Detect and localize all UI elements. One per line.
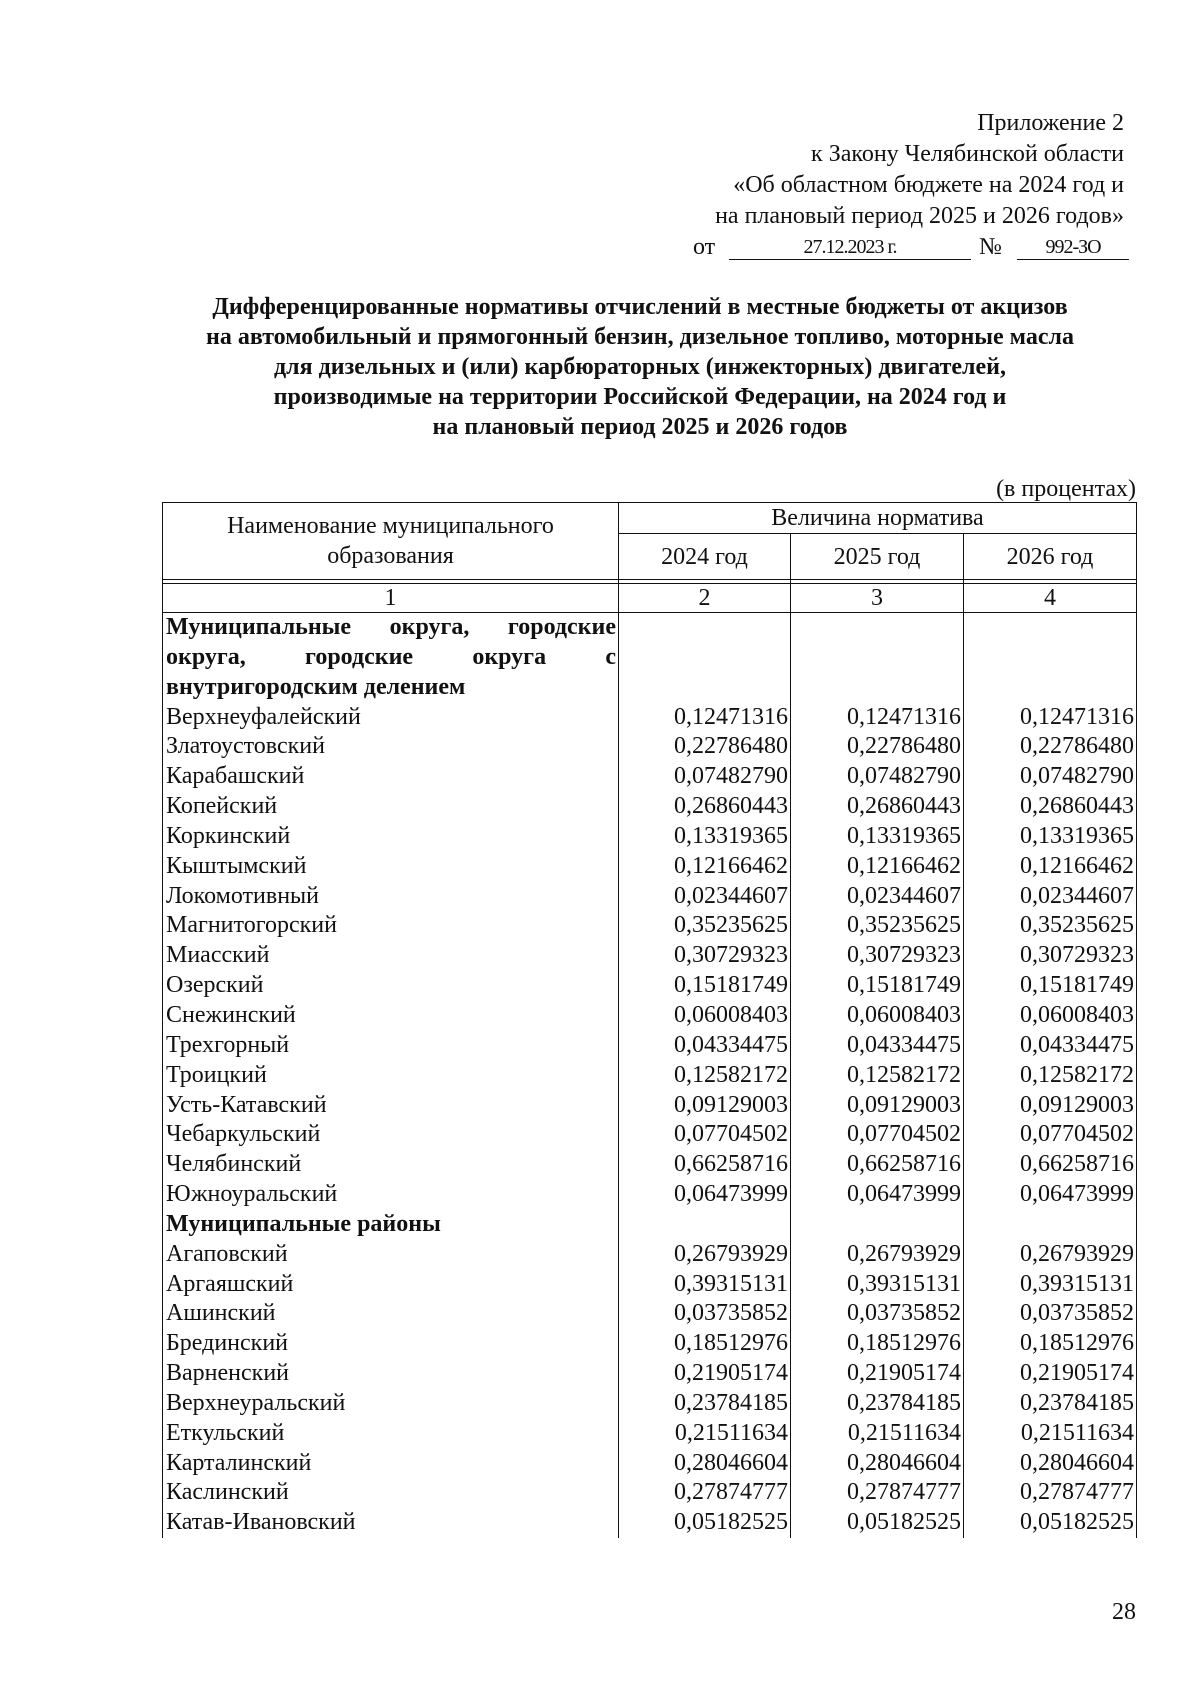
norm-value-2024: 0,12471316 bbox=[619, 703, 791, 733]
norm-value-2025: 0,12582172 bbox=[791, 1061, 964, 1091]
norm-value-2025: 0,27874777 bbox=[791, 1478, 964, 1508]
norm-value-2026: 0,12166462 bbox=[964, 852, 1137, 882]
table-row bbox=[163, 852, 1137, 882]
norm-value-2026: 0,66258716 bbox=[964, 1150, 1137, 1180]
norm-value-2026: 0,21905174 bbox=[964, 1359, 1137, 1389]
norm-value-2026: 0,27874777 bbox=[964, 1478, 1137, 1508]
header-year-2025: 2025 год bbox=[791, 534, 964, 580]
table-row bbox=[163, 941, 1137, 971]
header-norm-value: Величина норматива bbox=[619, 503, 1137, 534]
municipality-name: Брединский bbox=[163, 1329, 619, 1359]
norm-value-2026: 0,21511634 bbox=[964, 1419, 1137, 1449]
norm-value-2024: 0,30729323 bbox=[619, 941, 791, 971]
law-date: 27.12.2023 г. bbox=[729, 236, 971, 260]
column-number: 4 bbox=[964, 584, 1137, 613]
norm-value-2025: 0,15181749 bbox=[791, 971, 964, 1001]
norm-value-2024: 0,21905174 bbox=[619, 1359, 791, 1389]
norm-value-2024: 0,18512976 bbox=[619, 1329, 791, 1359]
norm-value-2026: 0,15181749 bbox=[964, 971, 1137, 1001]
norm-value-2026: 0,23784185 bbox=[964, 1389, 1137, 1419]
table-row bbox=[163, 1508, 1137, 1538]
column-number: 3 bbox=[791, 584, 964, 613]
column-number: 1 bbox=[163, 584, 619, 613]
table-row bbox=[163, 703, 1137, 733]
municipality-name: Копейский bbox=[163, 792, 619, 822]
law-date-number bbox=[693, 230, 1133, 262]
section-row bbox=[163, 613, 1137, 703]
norm-value-2024: 0,26793929 bbox=[619, 1240, 791, 1270]
table-row bbox=[163, 732, 1137, 762]
norm-value-2025: 0,12166462 bbox=[791, 852, 964, 882]
norm-value-2025: 0,39315131 bbox=[791, 1270, 964, 1300]
norm-value-2026: 0,12471316 bbox=[964, 703, 1137, 733]
table-row bbox=[163, 792, 1137, 822]
norm-value-2024: 0,06473999 bbox=[619, 1180, 791, 1210]
table-row bbox=[163, 1389, 1137, 1419]
municipality-name: Миасский bbox=[163, 941, 619, 971]
municipality-name: Локомотивный bbox=[163, 882, 619, 912]
norm-value-2024: 0,26860443 bbox=[619, 792, 791, 822]
municipality-name: Каслинский bbox=[163, 1478, 619, 1508]
municipality-name: Коркинский bbox=[163, 822, 619, 852]
norm-value-2026: 0,30729323 bbox=[964, 941, 1137, 971]
norm-value-2025: 0,06008403 bbox=[791, 1001, 964, 1031]
table-row bbox=[163, 1150, 1137, 1180]
norm-value-2025: 0,07482790 bbox=[791, 762, 964, 792]
norm-value-2025: 0,21511634 bbox=[791, 1419, 964, 1449]
norm-value-2025: 0,35235625 bbox=[791, 911, 964, 941]
empty-cell bbox=[791, 1210, 964, 1240]
norm-value-2026: 0,26793929 bbox=[964, 1240, 1137, 1270]
norm-value-2025: 0,05182525 bbox=[791, 1508, 964, 1538]
empty-cell bbox=[619, 613, 791, 703]
norm-value-2024: 0,06008403 bbox=[619, 1001, 791, 1031]
municipality-name: Варненский bbox=[163, 1359, 619, 1389]
norm-value-2025: 0,26793929 bbox=[791, 1240, 964, 1270]
norm-value-2025: 0,07704502 bbox=[791, 1120, 964, 1150]
norm-value-2026: 0,18512976 bbox=[964, 1329, 1137, 1359]
norm-value-2025: 0,22786480 bbox=[791, 732, 964, 762]
appendix-line: к Закону Челябинской области bbox=[811, 141, 1124, 167]
table-row bbox=[163, 1299, 1137, 1329]
title-line: на плановый период 2025 и 2026 годов bbox=[432, 414, 848, 440]
norms-table bbox=[162, 502, 1137, 1538]
appendix-line: на плановый период 2025 и 2026 годов» bbox=[715, 203, 1124, 229]
norm-value-2024: 0,12166462 bbox=[619, 852, 791, 882]
norm-value-2026: 0,06473999 bbox=[964, 1180, 1137, 1210]
empty-cell bbox=[964, 1210, 1137, 1240]
table-row bbox=[163, 1120, 1137, 1150]
norm-value-2025: 0,02344607 bbox=[791, 882, 964, 912]
norm-value-2026: 0,35235625 bbox=[964, 911, 1137, 941]
table-row bbox=[163, 971, 1137, 1001]
title-line: Дифференцированные нормативы отчислений в местные бюджеты от акцизов bbox=[212, 294, 1068, 320]
norm-value-2024: 0,05182525 bbox=[619, 1508, 791, 1538]
norm-value-2025: 0,26860443 bbox=[791, 792, 964, 822]
municipality-name: Златоустовский bbox=[163, 732, 619, 762]
norm-value-2025: 0,06473999 bbox=[791, 1180, 964, 1210]
municipality-name: Троицкий bbox=[163, 1061, 619, 1091]
empty-cell bbox=[964, 613, 1137, 703]
municipality-name: Снежинский bbox=[163, 1001, 619, 1031]
section-heading-text: Муниципальные округа, городские округа, городские округа с внутригородским делением bbox=[166, 614, 616, 700]
header-year-2026: 2026 год bbox=[964, 534, 1137, 580]
norm-value-2024: 0,09129003 bbox=[619, 1091, 791, 1121]
norm-value-2024: 0,28046604 bbox=[619, 1449, 791, 1479]
section-heading-text: Муниципальные районы bbox=[166, 1210, 441, 1237]
norm-value-2026: 0,03735852 bbox=[964, 1299, 1137, 1329]
section-heading bbox=[163, 613, 619, 703]
table-row bbox=[163, 1091, 1137, 1121]
title-line: на автомобильный и прямогонный бензин, дизельное топливо, моторные масла bbox=[206, 324, 1074, 350]
norm-value-2024: 0,66258716 bbox=[619, 1150, 791, 1180]
title-line: для дизельных и (или) карбюраторных (инжекторных) двигателей, bbox=[274, 354, 1006, 380]
table-row bbox=[163, 882, 1137, 912]
date-prefix: от bbox=[693, 234, 716, 260]
page-number: 28 bbox=[1112, 1599, 1136, 1625]
norm-value-2024: 0,27874777 bbox=[619, 1478, 791, 1508]
municipality-name: Озерский bbox=[163, 971, 619, 1001]
norm-value-2026: 0,13319365 bbox=[964, 822, 1137, 852]
norm-value-2024: 0,15181749 bbox=[619, 971, 791, 1001]
table-row bbox=[163, 1419, 1137, 1449]
norm-value-2024: 0,13319365 bbox=[619, 822, 791, 852]
municipality-name: Трехгорный bbox=[163, 1031, 619, 1061]
table-row bbox=[163, 1449, 1137, 1479]
norm-value-2024: 0,02344607 bbox=[619, 882, 791, 912]
municipality-name: Верхнеуфалейский bbox=[163, 703, 619, 733]
empty-cell bbox=[791, 613, 964, 703]
title-line: производимые на территории Российской Федерации, на 2024 год и bbox=[273, 384, 1007, 410]
document-title bbox=[150, 292, 1130, 442]
norm-value-2026: 0,26860443 bbox=[964, 792, 1137, 822]
norm-value-2024: 0,12582172 bbox=[619, 1061, 791, 1091]
municipality-name: Усть-Катавский bbox=[163, 1091, 619, 1121]
number-prefix: № bbox=[979, 234, 1002, 260]
norm-value-2025: 0,04334475 bbox=[791, 1031, 964, 1061]
municipality-name: Агаповский bbox=[163, 1240, 619, 1270]
table-row bbox=[163, 1240, 1137, 1270]
table-row bbox=[163, 911, 1137, 941]
norm-value-2024: 0,22786480 bbox=[619, 732, 791, 762]
norm-value-2026: 0,02344607 bbox=[964, 882, 1137, 912]
norm-value-2025: 0,23784185 bbox=[791, 1389, 964, 1419]
norm-value-2026: 0,07482790 bbox=[964, 762, 1137, 792]
table-row bbox=[163, 762, 1137, 792]
header-municipality: Наименование муниципального образования bbox=[163, 503, 619, 580]
norm-value-2025: 0,66258716 bbox=[791, 1150, 964, 1180]
norm-value-2024: 0,39315131 bbox=[619, 1270, 791, 1300]
section-heading bbox=[163, 1210, 619, 1240]
norm-value-2025: 0,03735852 bbox=[791, 1299, 964, 1329]
norm-value-2025: 0,28046604 bbox=[791, 1449, 964, 1479]
norm-value-2026: 0,07704502 bbox=[964, 1120, 1137, 1150]
appendix-header bbox=[604, 108, 1124, 232]
unit-note: (в процентах) bbox=[996, 476, 1136, 502]
norm-value-2026: 0,22786480 bbox=[964, 732, 1137, 762]
section-row bbox=[163, 1210, 1137, 1240]
municipality-name: Чебаркульский bbox=[163, 1120, 619, 1150]
norm-value-2026: 0,06008403 bbox=[964, 1001, 1137, 1031]
norm-value-2026: 0,09129003 bbox=[964, 1091, 1137, 1121]
header-year-2024: 2024 год bbox=[619, 534, 791, 580]
norm-value-2025: 0,13319365 bbox=[791, 822, 964, 852]
norm-value-2024: 0,07482790 bbox=[619, 762, 791, 792]
norm-value-2025: 0,21905174 bbox=[791, 1359, 964, 1389]
norm-value-2025: 0,09129003 bbox=[791, 1091, 964, 1121]
norm-value-2024: 0,23784185 bbox=[619, 1389, 791, 1419]
norm-value-2026: 0,39315131 bbox=[964, 1270, 1137, 1300]
law-number: 992-ЗО bbox=[1017, 236, 1129, 260]
norm-value-2024: 0,35235625 bbox=[619, 911, 791, 941]
norm-value-2026: 0,04334475 bbox=[964, 1031, 1137, 1061]
table-row bbox=[163, 1061, 1137, 1091]
table-row bbox=[163, 1180, 1137, 1210]
municipality-name: Карталинский bbox=[163, 1449, 619, 1479]
column-number: 2 bbox=[619, 584, 791, 613]
norm-value-2026: 0,05182525 bbox=[964, 1508, 1137, 1538]
municipality-name: Карабашский bbox=[163, 762, 619, 792]
table-row bbox=[163, 1329, 1137, 1359]
empty-cell bbox=[619, 1210, 791, 1240]
norm-value-2024: 0,04334475 bbox=[619, 1031, 791, 1061]
table-row bbox=[163, 822, 1137, 852]
table-body bbox=[163, 613, 1137, 1539]
municipality-name: Южноуральский bbox=[163, 1180, 619, 1210]
table-row bbox=[163, 1478, 1137, 1508]
municipality-name: Магнитогорский bbox=[163, 911, 619, 941]
table-row bbox=[163, 1270, 1137, 1300]
norm-value-2025: 0,18512976 bbox=[791, 1329, 964, 1359]
table-row bbox=[163, 1001, 1137, 1031]
table-row bbox=[163, 1031, 1137, 1061]
norm-value-2026: 0,12582172 bbox=[964, 1061, 1137, 1091]
municipality-name: Челябинский bbox=[163, 1150, 619, 1180]
municipality-name: Кыштымский bbox=[163, 852, 619, 882]
municipality-name: Еткульский bbox=[163, 1419, 619, 1449]
municipality-name: Катав-Ивановский bbox=[163, 1508, 619, 1538]
municipality-name: Аргаяшский bbox=[163, 1270, 619, 1300]
norm-value-2025: 0,30729323 bbox=[791, 941, 964, 971]
norm-value-2024: 0,21511634 bbox=[619, 1419, 791, 1449]
table-row bbox=[163, 1359, 1137, 1389]
appendix-line: «Об областном бюджете на 2024 год и bbox=[733, 172, 1124, 198]
norm-value-2025: 0,12471316 bbox=[791, 703, 964, 733]
norm-value-2026: 0,28046604 bbox=[964, 1449, 1137, 1479]
municipality-name: Ашинский bbox=[163, 1299, 619, 1329]
municipality-name: Верхнеуральский bbox=[163, 1389, 619, 1419]
appendix-line: Приложение 2 bbox=[977, 110, 1124, 136]
norm-value-2024: 0,03735852 bbox=[619, 1299, 791, 1329]
norm-value-2024: 0,07704502 bbox=[619, 1120, 791, 1150]
